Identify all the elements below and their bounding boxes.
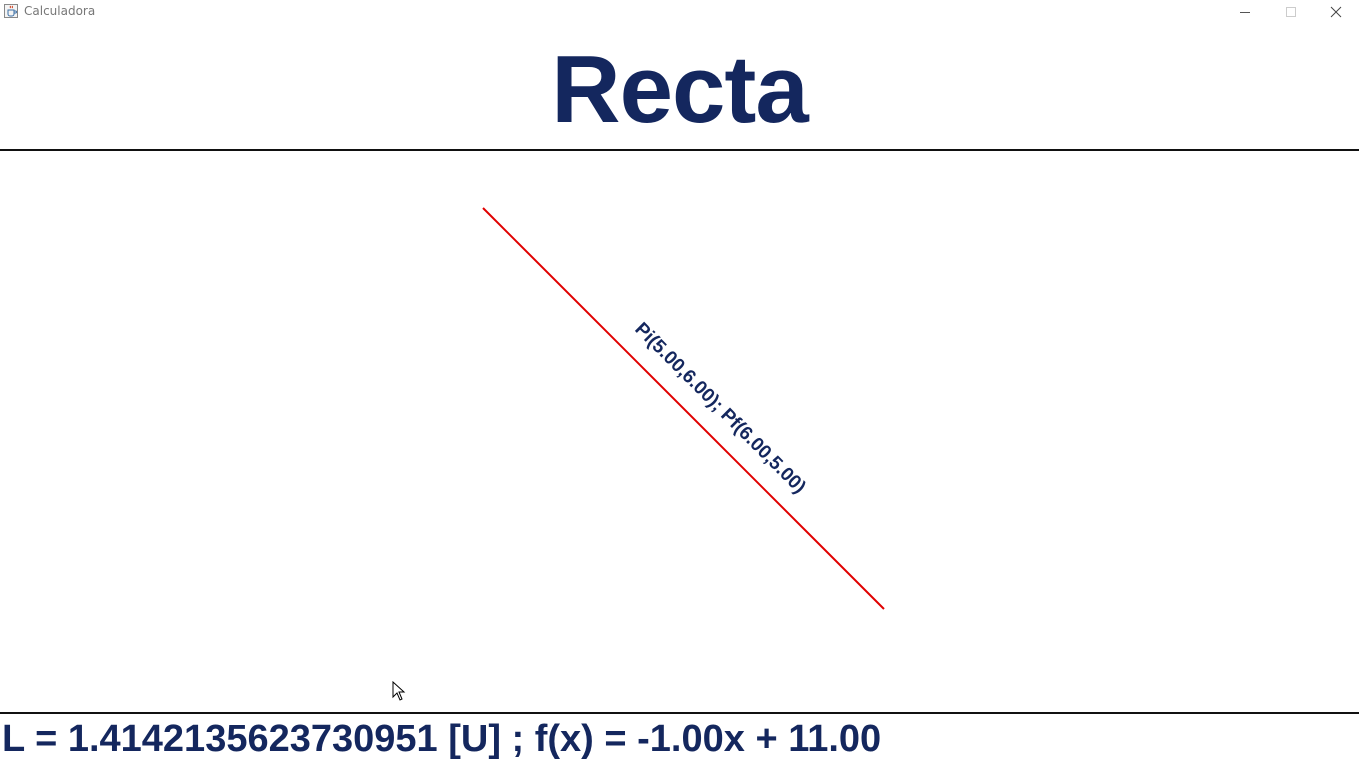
mouse-cursor-icon [392,681,406,701]
footer-divider [0,712,1359,714]
minimize-button[interactable] [1222,0,1268,24]
drawing-canvas [0,151,1359,712]
maximize-button[interactable] [1268,0,1314,24]
close-icon [1330,6,1342,18]
close-button[interactable] [1313,0,1359,24]
java-cup-icon [4,4,18,18]
maximize-icon [1285,6,1297,18]
title-bar[interactable] [0,0,1359,24]
result-text: L = 1.4142135623730951 [U] ; f(x) = -1.00x + 11.00 [2,718,882,760]
page-title: Recta [551,36,808,143]
line-segment [483,208,884,609]
line-endpoints-label: Pi(5.00,6.00); Pf(6.00,5.00) [630,318,810,498]
window-title: Calculadora [24,4,96,18]
minimize-icon [1239,6,1251,18]
